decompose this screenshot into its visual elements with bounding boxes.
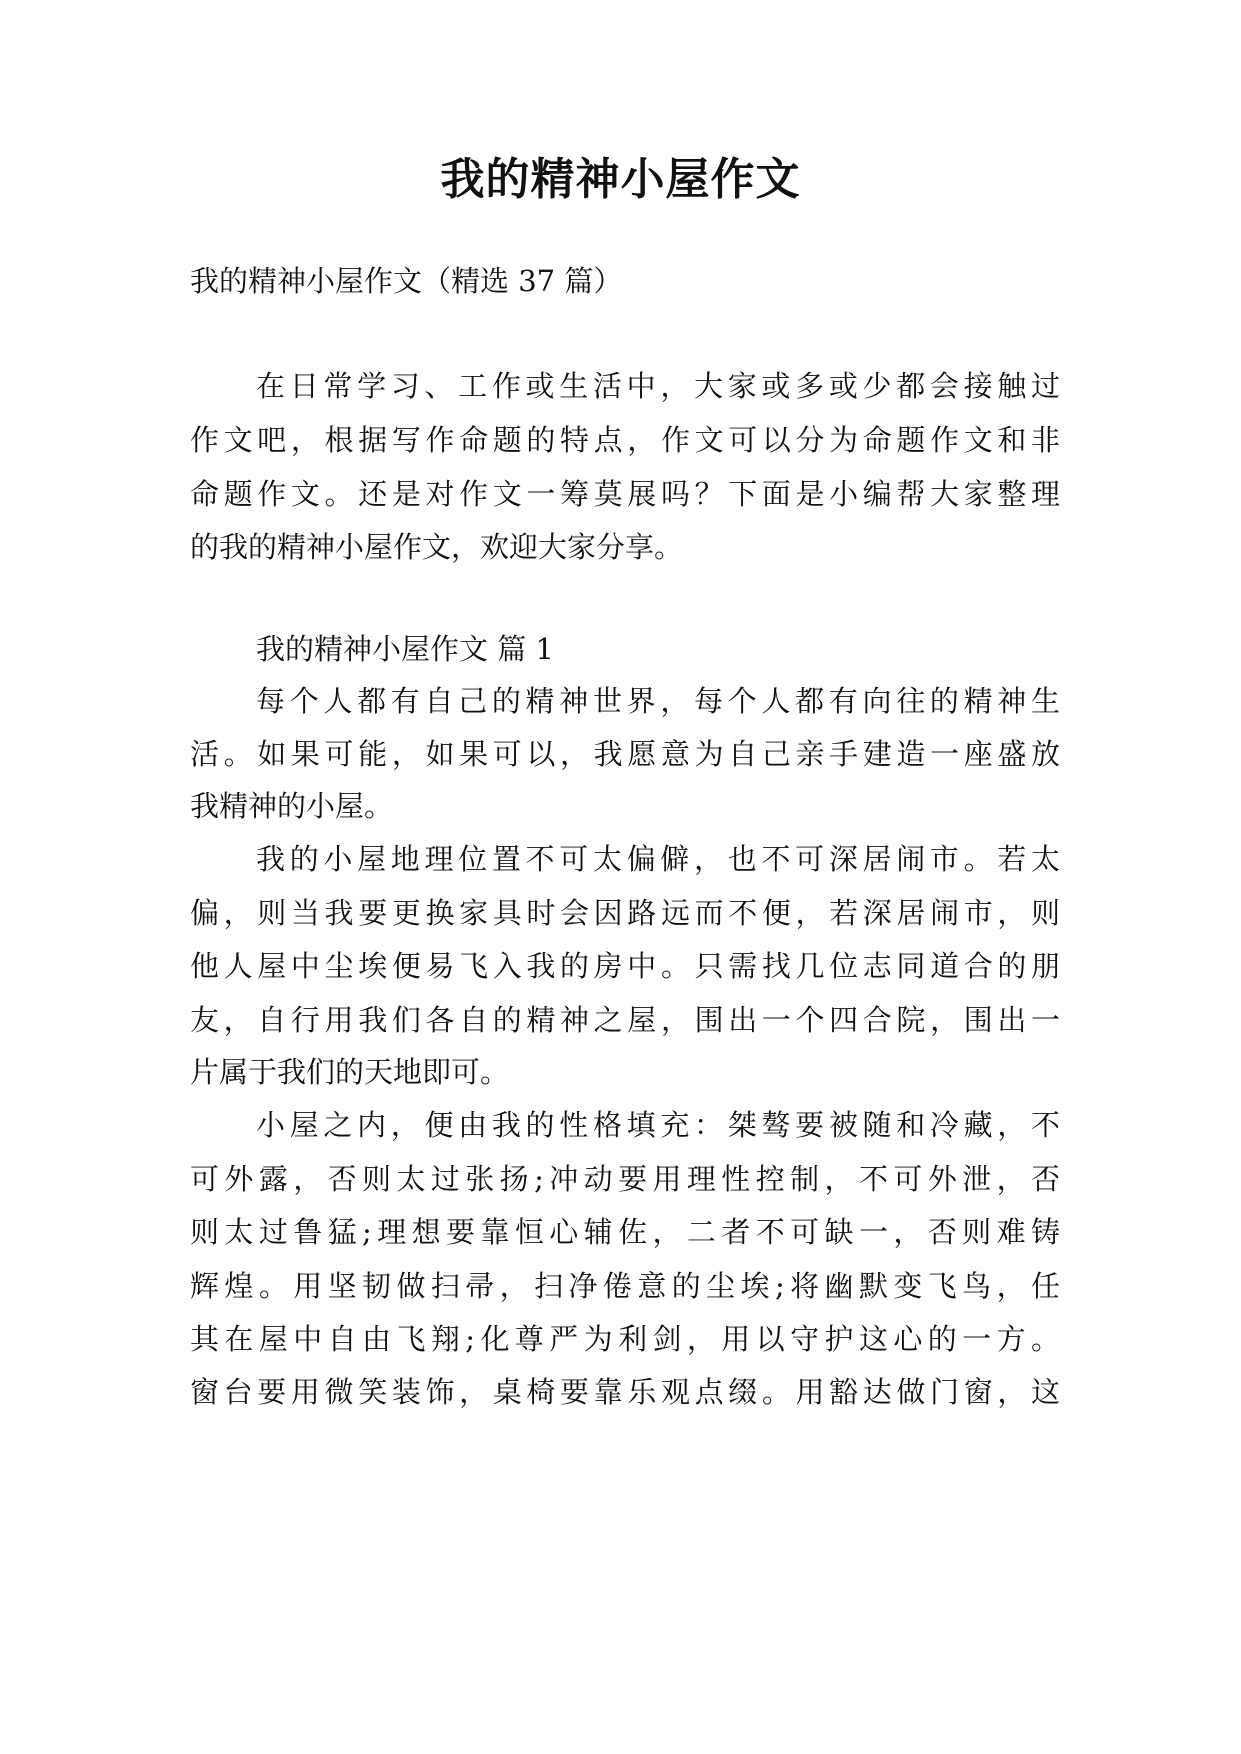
paragraph-line: 辉煌。用坚韧做扫帚，扫净倦意的尘埃;将幽默变飞鸟，任 <box>190 1269 1060 1303</box>
paragraph-line: 活。如果可能，如果可以，我愿意为自己亲手建造一座盛放 <box>190 737 1060 771</box>
paragraph-line: 其在屋中自由飞翔;化尊严为利剑，用以守护这心的一方。 <box>190 1322 1060 1356</box>
paragraph-line: 友，自行用我们各自的精神之屋，围出一个四合院，围出一 <box>190 1003 1060 1037</box>
paragraph-line: 片属于我们的天地即可。 <box>190 1055 510 1089</box>
paragraph-line: 我的小屋地理位置不可太偏僻，也不可深居闹市。若太 <box>256 842 1060 876</box>
paragraph-line: 可外露，否则太过张扬;冲动要用理性控制，不可外泄，否 <box>190 1162 1060 1196</box>
paragraph-line: 命题作文。还是对作文一筹莫展吗？下面是小编帮大家整理 <box>190 477 1060 511</box>
paragraph-line: 则太过鲁猛;理想要靠恒心辅佐，二者不可缺一，否则难铸 <box>190 1215 1060 1249</box>
paragraph-line: 作文吧，根据写作命题的特点，作文可以分为命题作文和非 <box>190 423 1060 457</box>
paragraph-line: 小屋之内，便由我的性格填充：桀骜要被随和冷藏，不 <box>256 1108 1060 1142</box>
paragraph-line: 我精神的小屋。 <box>190 789 394 823</box>
section-heading: 我的精神小屋作文 篇 1 <box>256 632 554 666</box>
paragraph-line: 窗台要用微笑装饰，桌椅要靠乐观点缀。用豁达做门窗，这 <box>190 1375 1060 1409</box>
document-title: 我的精神小屋作文 <box>440 154 801 205</box>
paragraph-line: 每个人都有自己的精神世界，每个人都有向往的精神生 <box>256 684 1060 718</box>
paragraph-line: 的我的精神小屋作文，欢迎大家分享。 <box>190 530 684 564</box>
paragraph-line: 在日常学习、工作或生活中，大家或多或少都会接触过 <box>256 369 1060 403</box>
paragraph-line: 他人屋中尘埃便易飞入我的房中。只需找几位志同道合的朋 <box>190 949 1060 983</box>
paragraph-line: 偏，则当我要更换家具时会因路远而不便，若深居闹市，则 <box>190 896 1060 930</box>
document-subtitle: 我的精神小屋作文（精选 37 篇） <box>190 264 623 298</box>
